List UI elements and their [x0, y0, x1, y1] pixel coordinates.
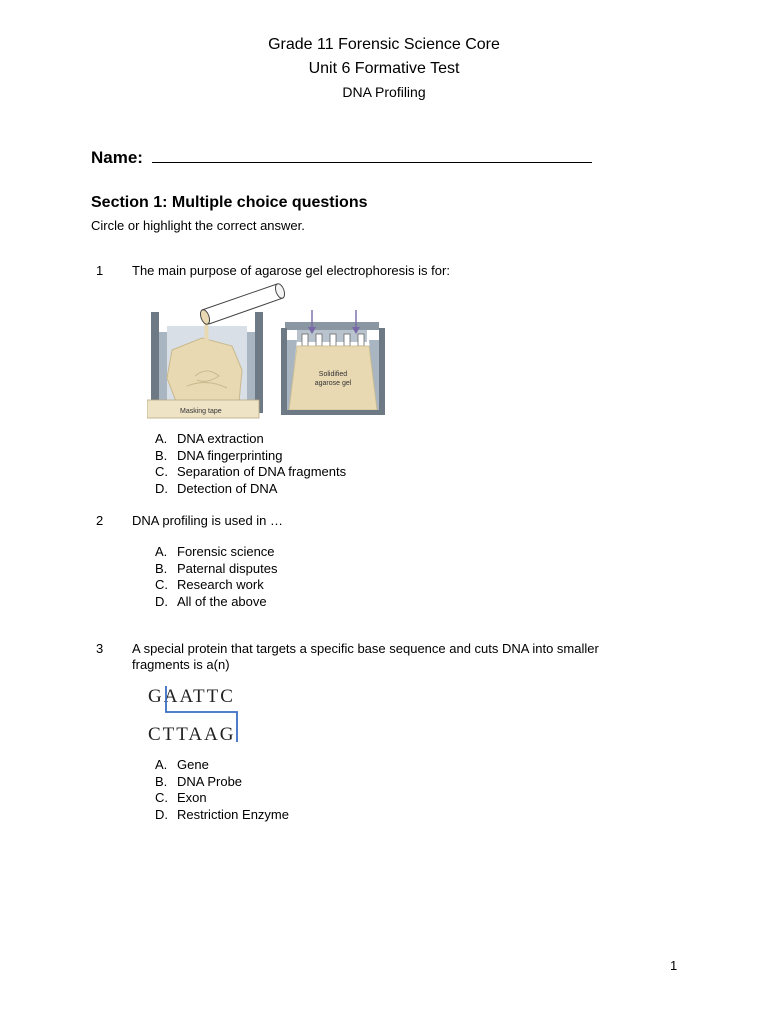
question-number: 3: [96, 641, 104, 656]
answer-options: [155, 544, 277, 611]
option-text: DNA Probe: [177, 773, 243, 789]
answer-option[interactable]: [155, 544, 277, 561]
option-letter: D.: [155, 594, 168, 610]
option-letter: A.: [155, 544, 168, 559]
answer-options: [155, 431, 346, 498]
option-letter: D.: [155, 481, 168, 497]
top-strand-sequence: GAATTC: [148, 686, 235, 707]
section-title: Section 1: Multiple choice questions: [91, 194, 368, 211]
name-label: Name:: [91, 148, 143, 167]
option-text: Separation of DNA fragments: [177, 464, 347, 480]
option-text: Forensic science: [177, 544, 275, 559]
option-letter: C.: [155, 790, 168, 806]
option-letter: D.: [155, 807, 168, 823]
bottom-strand-sequence: CTTAAG: [148, 724, 236, 745]
name-blank-line[interactable]: [152, 146, 592, 163]
test-topic-title: DNA Profiling: [342, 84, 426, 100]
option-letter: B.: [155, 447, 168, 463]
answer-option[interactable]: [155, 807, 289, 824]
answer-option[interactable]: [155, 561, 277, 578]
option-text: Restriction Enzyme: [177, 807, 289, 823]
option-letter: B.: [155, 773, 168, 789]
answer-option[interactable]: [155, 774, 289, 791]
option-text: Gene: [177, 757, 209, 772]
option-letter: B.: [155, 560, 168, 576]
option-text: All of the above: [177, 594, 267, 610]
question-text: DNA profiling is used in …: [132, 513, 284, 528]
option-letter: A.: [155, 757, 168, 772]
section-instruction: Circle or highlight the correct answer.: [91, 218, 305, 233]
restriction-site-figure: [146, 684, 266, 748]
option-text: Exon: [177, 790, 207, 806]
question-number: 2: [96, 513, 104, 528]
solidified-label: Solidified: [318, 371, 348, 378]
page-number: 1: [670, 958, 678, 973]
test-course-title: Grade 11 Forensic Science Core: [268, 36, 500, 53]
masking-tape-label: Masking tape: [180, 408, 222, 415]
answer-option[interactable]: [155, 464, 346, 481]
name-field-row: [91, 146, 592, 168]
option-letter: A.: [155, 431, 168, 446]
answer-option[interactable]: [155, 577, 277, 594]
question-text: The main purpose of agarose gel electrophoresis is for:: [132, 263, 450, 278]
gel-casting-figure: [147, 280, 397, 428]
answer-options: [155, 757, 289, 824]
option-text: DNA extraction: [177, 431, 264, 446]
option-text: DNA fingerprinting: [177, 447, 283, 463]
answer-option[interactable]: [155, 448, 346, 465]
agarose-gel-label: agarose gel: [314, 380, 352, 387]
gel-tray-right: [281, 310, 385, 415]
option-text: Detection of DNA: [177, 481, 278, 497]
question-number: 1: [96, 263, 104, 278]
answer-option[interactable]: [155, 790, 289, 807]
test-unit-title: Unit 6 Formative Test: [308, 60, 460, 77]
question-text: A special protein that targets a specific base sequence and cuts DNA into smaller fragments is a(n): [132, 641, 599, 672]
answer-option[interactable]: [155, 481, 346, 498]
option-text: Paternal disputes: [177, 560, 278, 576]
option-letter: C.: [155, 464, 168, 480]
option-text: Research work: [177, 577, 264, 593]
answer-option[interactable]: [155, 594, 277, 611]
answer-option[interactable]: [155, 757, 289, 774]
option-letter: C.: [155, 577, 168, 593]
answer-option[interactable]: [155, 431, 346, 448]
